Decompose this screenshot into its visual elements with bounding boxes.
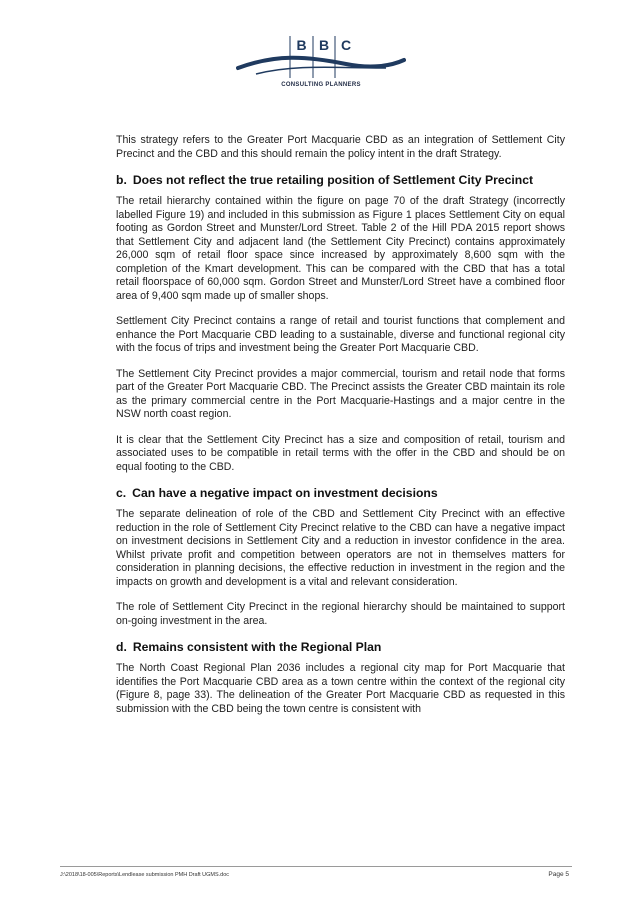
footer-divider <box>60 866 572 867</box>
bbc-logo <box>236 34 406 94</box>
section-c <box>116 486 565 628</box>
logo-graphic <box>236 34 406 82</box>
body-paragraph: The separate delineation of role of the CBD and Settlement City Precinct with an effective reduction in the role of Settlement City Precinct relative to the CBD can have a negative impact on investment decisions in Settlement City and a reduction in investor confidence in the area. Whilst private profit and competition between operators are not in themselves matters for consideration in planning decisions, the effective reduction in investment in the region and the impacts on growth and development is a vital and relevant consideration. <box>116 508 565 588</box>
document-body <box>116 134 565 728</box>
body-paragraph: It is clear that the Settlement City Precinct has a size and composition of retail, tourism and associated uses to be compatible in retail terms with the offer in the CBD and should be on equal footing to the CBD. <box>116 433 565 473</box>
logo-caption: CONSULTING PLANNERS <box>281 82 361 88</box>
body-paragraph: Settlement City Precinct contains a range of retail and tourist functions that complement and enhance the Port Macquarie CBD leading to a sustainable, diverse and functional regional city with the focus of trips and investment being the Greater Port Macquarie CBD. <box>116 315 565 354</box>
footer-file-path: J:\2018\18-005\Reports\Lendlease submission PMH Draft UGMS.doc <box>60 872 230 878</box>
logo-letter: C <box>340 37 352 53</box>
body-paragraph: The North Coast Regional Plan 2036 includes a regional city map for Port Macquarie that identifies the Port Macquarie CBD area as a town centre within the context of the regional city (Figure 8, page 33). The delineation of the Greater Port Macquarie CBD as requested in this submission with the CBD being the town centre is consistent with <box>116 662 565 715</box>
page-number: Page 5 <box>548 871 569 878</box>
body-paragraph: The retail hierarchy contained within the figure on page 70 of the draft Strategy (incorrectly labelled Figure 19) and included in this submission as Figure 1 places Settlement City on equal footing as Gordon Street and Munster/Lord Street. Table 2 of the Hill PDA 2015 report shows that Settlement City and adjacent land (the Settlement City Precinct) contains approximately 26,000 sqm of retail floor space since increased by approximately 8,600 sqm with the completion of the Kmart development. This can be compared with the CBD that has a total retail floorspace of 60,000 sqm. Gordon Street and Munster/Lord Street have a combined floor area of 9,400 sqm made up of smaller shops. <box>116 195 565 302</box>
section-heading: d. Remains consistent with the Regional Plan <box>116 640 382 654</box>
section-d <box>116 640 565 716</box>
intro-paragraph: This strategy refers to the Greater Port Macquarie CBD as an integration of Settlement City Precinct and the CBD and this should remain the policy intent in the draft Strategy. <box>116 134 565 160</box>
body-paragraph: The role of Settlement City Precinct in the regional hierarchy should be maintained to support on-going investment in the area. <box>116 601 565 627</box>
section-heading: c. Can have a negative impact on investment decisions <box>116 486 438 500</box>
logo-letter: B <box>318 37 330 53</box>
section-b <box>116 173 565 474</box>
body-paragraph: The Settlement City Precinct provides a major commercial, tourism and retail node that forms part of the Greater Port Macquarie CBD. The Precinct assists the Greater CBD maintain its role as the primary commercial centre in the Port Macquarie-Hastings and a major centre in the NSW north coast region. <box>116 367 565 420</box>
logo-letter: B <box>296 37 307 53</box>
section-heading: b. Does not reflect the true retailing position of Settlement City Precinct <box>116 173 534 187</box>
